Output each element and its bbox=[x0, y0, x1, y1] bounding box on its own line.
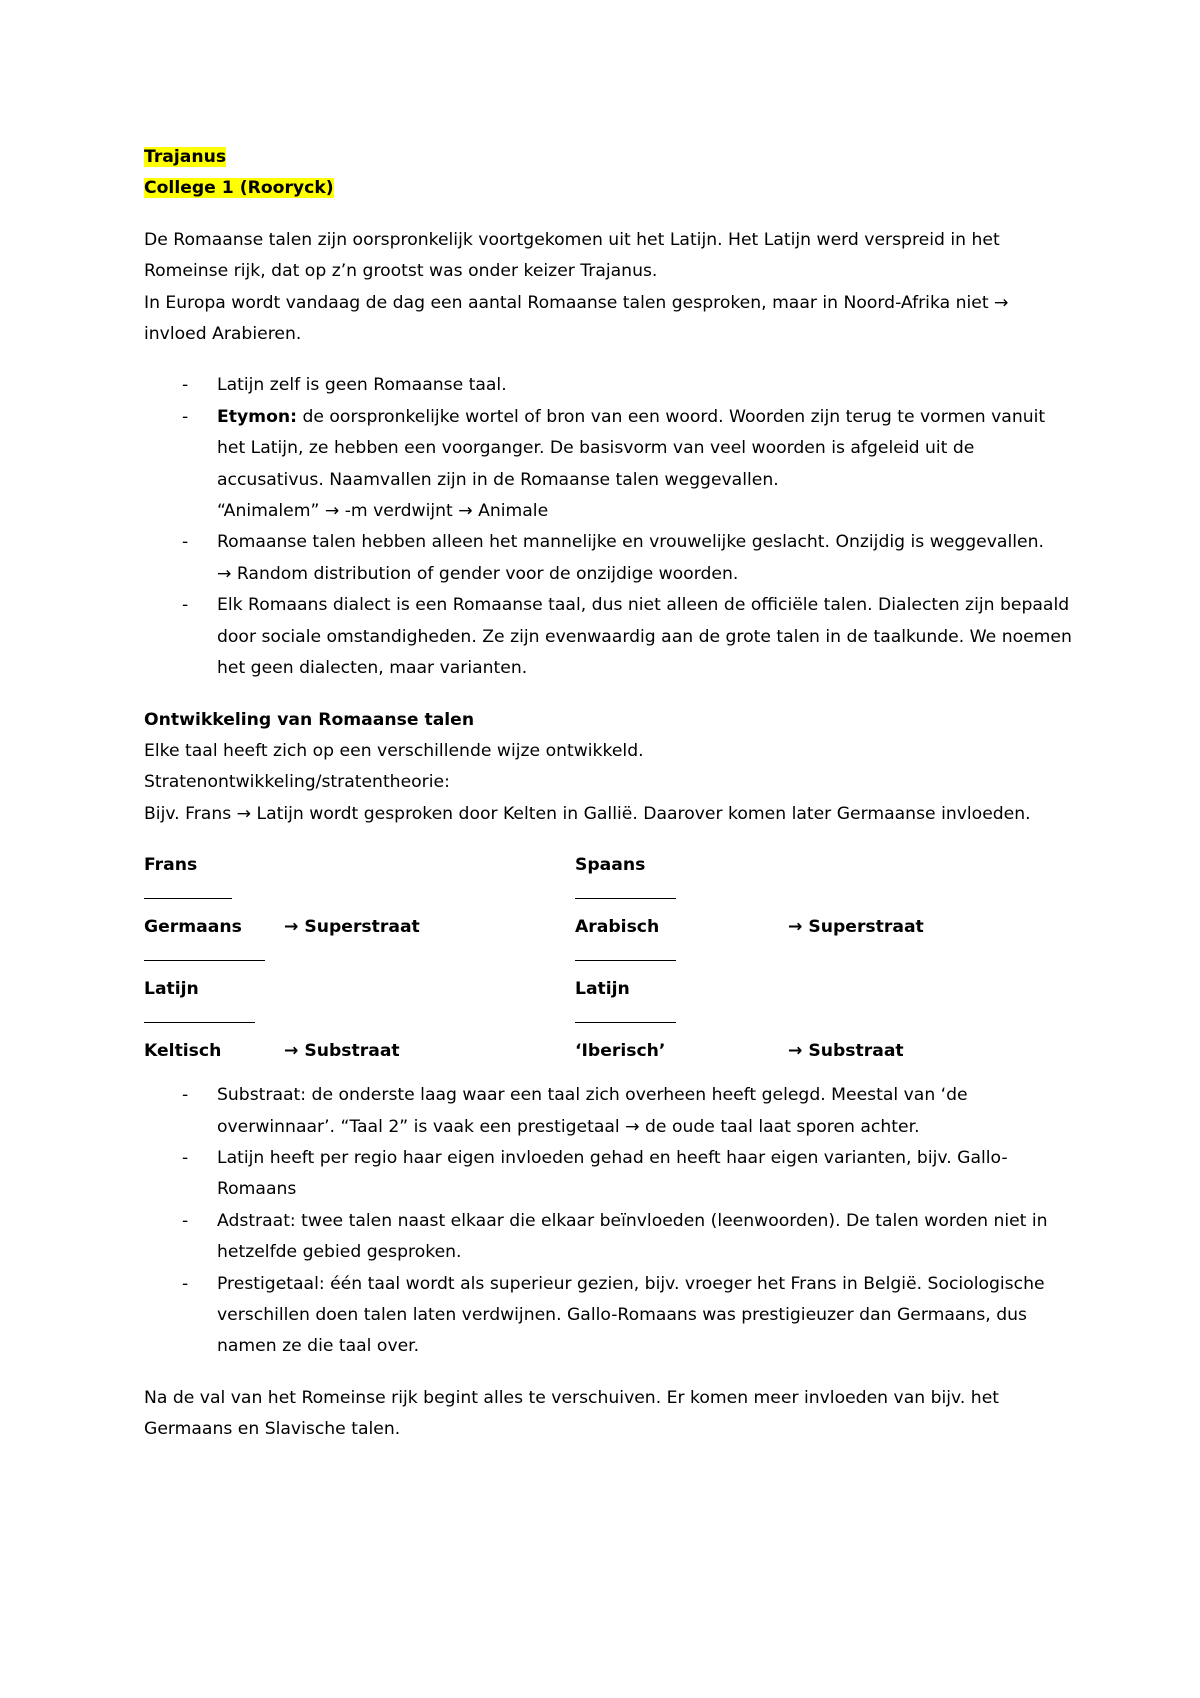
example-line: → Random distribution of gender voor de onzijdige woorden. bbox=[217, 563, 739, 584]
strata-left-top: Germaans bbox=[144, 917, 242, 938]
strata-left-top-label: → Superstraat bbox=[284, 917, 420, 938]
document-title: Trajanus bbox=[144, 147, 227, 167]
list-item: - Latijn heeft per regio haar eigen invloeden gehad en heeft haar eigen varianten, bijv. Gallo-Romaans bbox=[144, 1143, 1074, 1206]
strata-right-top-label: → Superstraat bbox=[788, 917, 924, 938]
spacer bbox=[144, 830, 1074, 850]
strata-divider bbox=[144, 1022, 255, 1023]
section-line: Stratenontwikkeling/stratentheorie: bbox=[144, 772, 450, 793]
bullet-list-2 bbox=[144, 1080, 1074, 1363]
strata-divider bbox=[575, 898, 676, 899]
section-line: Elke taal heeft zich op een verschillende wijze ontwikkeld. bbox=[144, 740, 644, 761]
list-item: - Etymon: de oorspronkelijke wortel of bron van een woord. Woorden zijn terug te vormen vanuit het Latijn, ze hebben een voorganger. De basisvorm van veel woorden is afgeleid uit de accusativus. Naamvallen zijn in de Romaanse talen weggevallen. “Animalem” → -m verdwijnt → Animale bbox=[144, 402, 1074, 528]
list-item: - Adstraat: twee talen naast elkaar die elkaar beïnvloeden (leenwoorden). De talen worden niet in hetzelfde gebied gesproken. bbox=[144, 1206, 1074, 1269]
strata-divider bbox=[144, 898, 232, 899]
list-item: - Latijn zelf is geen Romaanse taal. bbox=[144, 370, 1074, 401]
strata-left-bottom: Keltisch bbox=[144, 1041, 222, 1062]
strata-right-bottom: ‘Iberisch’ bbox=[575, 1041, 666, 1062]
document-content bbox=[144, 142, 1074, 1446]
term-etymon: Etymon: bbox=[217, 406, 297, 427]
strata-left-header: Frans bbox=[144, 855, 198, 876]
strata-right-middle: Latijn bbox=[575, 979, 630, 1000]
strata-left-bottom-label: → Substraat bbox=[284, 1041, 400, 1062]
intro-paragraph-1: De Romaanse talen zijn oorspronkelijk voortgekomen uit het Latijn. Het Latijn werd verspreid in het Romeinse rijk, dat op z’n grootst was onder keizer Trajanus. bbox=[144, 229, 1000, 282]
closing-paragraph: Na de val van het Romeinse rijk begint alles te verschuiven. Er komen meer invloeden van bijv. het Germaans en Slavische talen. bbox=[144, 1387, 1000, 1440]
spacer bbox=[144, 205, 1074, 225]
spacer bbox=[144, 1070, 1074, 1080]
strata-left-middle: Latijn bbox=[144, 979, 199, 1000]
spacer bbox=[144, 685, 1074, 705]
strata-diagram bbox=[144, 850, 1074, 1070]
list-item: - Romaanse talen hebben alleen het mannelijke en vrouwelijke geslacht. Onzijdig is weggevallen. → Random distribution of gender voor de onzijdige woorden. bbox=[144, 527, 1074, 590]
strata-divider bbox=[144, 960, 265, 961]
intro-paragraph-2: In Europa wordt vandaag de dag een aantal Romaanse talen gesproken, maar in Noord-Afrika niet → invloed Arabieren. bbox=[144, 292, 1009, 345]
section-line: Bijv. Frans → Latijn wordt gesproken door Kelten in Gallië. Daarover komen later Germaanse invloeden. bbox=[144, 803, 1031, 824]
document-subtitle: College 1 (Rooryck) bbox=[144, 178, 334, 199]
spacer bbox=[144, 350, 1074, 370]
example-line: “Animalem” → -m verdwijnt → Animale bbox=[217, 501, 549, 522]
bullet-list-1 bbox=[144, 370, 1074, 684]
section-heading: Ontwikkeling van Romaanse talen bbox=[144, 709, 475, 730]
list-item: - Prestigetaal: één taal wordt als superieur gezien, bijv. vroeger het Frans in België. Sociologische verschillen doen talen laten verdwijnen. Gallo-Romaans was prestigieuzer dan Germaans, dus namen ze die taal over. bbox=[144, 1269, 1074, 1363]
list-item: - Elk Romaans dialect is een Romaanse taal, dus niet alleen de officiële talen. Dialecten zijn bepaald door sociale omstandigheden. Ze zijn evenwaardig aan de grote talen in de taalkunde. We noemen het geen dialecten, maar varianten. bbox=[144, 590, 1074, 684]
strata-divider bbox=[575, 1022, 676, 1023]
strata-right-top: Arabisch bbox=[575, 917, 660, 938]
spacer bbox=[144, 1363, 1074, 1383]
strata-divider bbox=[575, 960, 676, 961]
list-item: - Substraat: de onderste laag waar een taal zich overheen heeft gelegd. Meestal van ‘de overwinnaar’. “Taal 2” is vaak een prestigetaal → de oude taal laat sporen achter. bbox=[144, 1080, 1074, 1143]
strata-right-bottom-label: → Substraat bbox=[788, 1041, 904, 1062]
strata-right-header: Spaans bbox=[575, 855, 646, 876]
